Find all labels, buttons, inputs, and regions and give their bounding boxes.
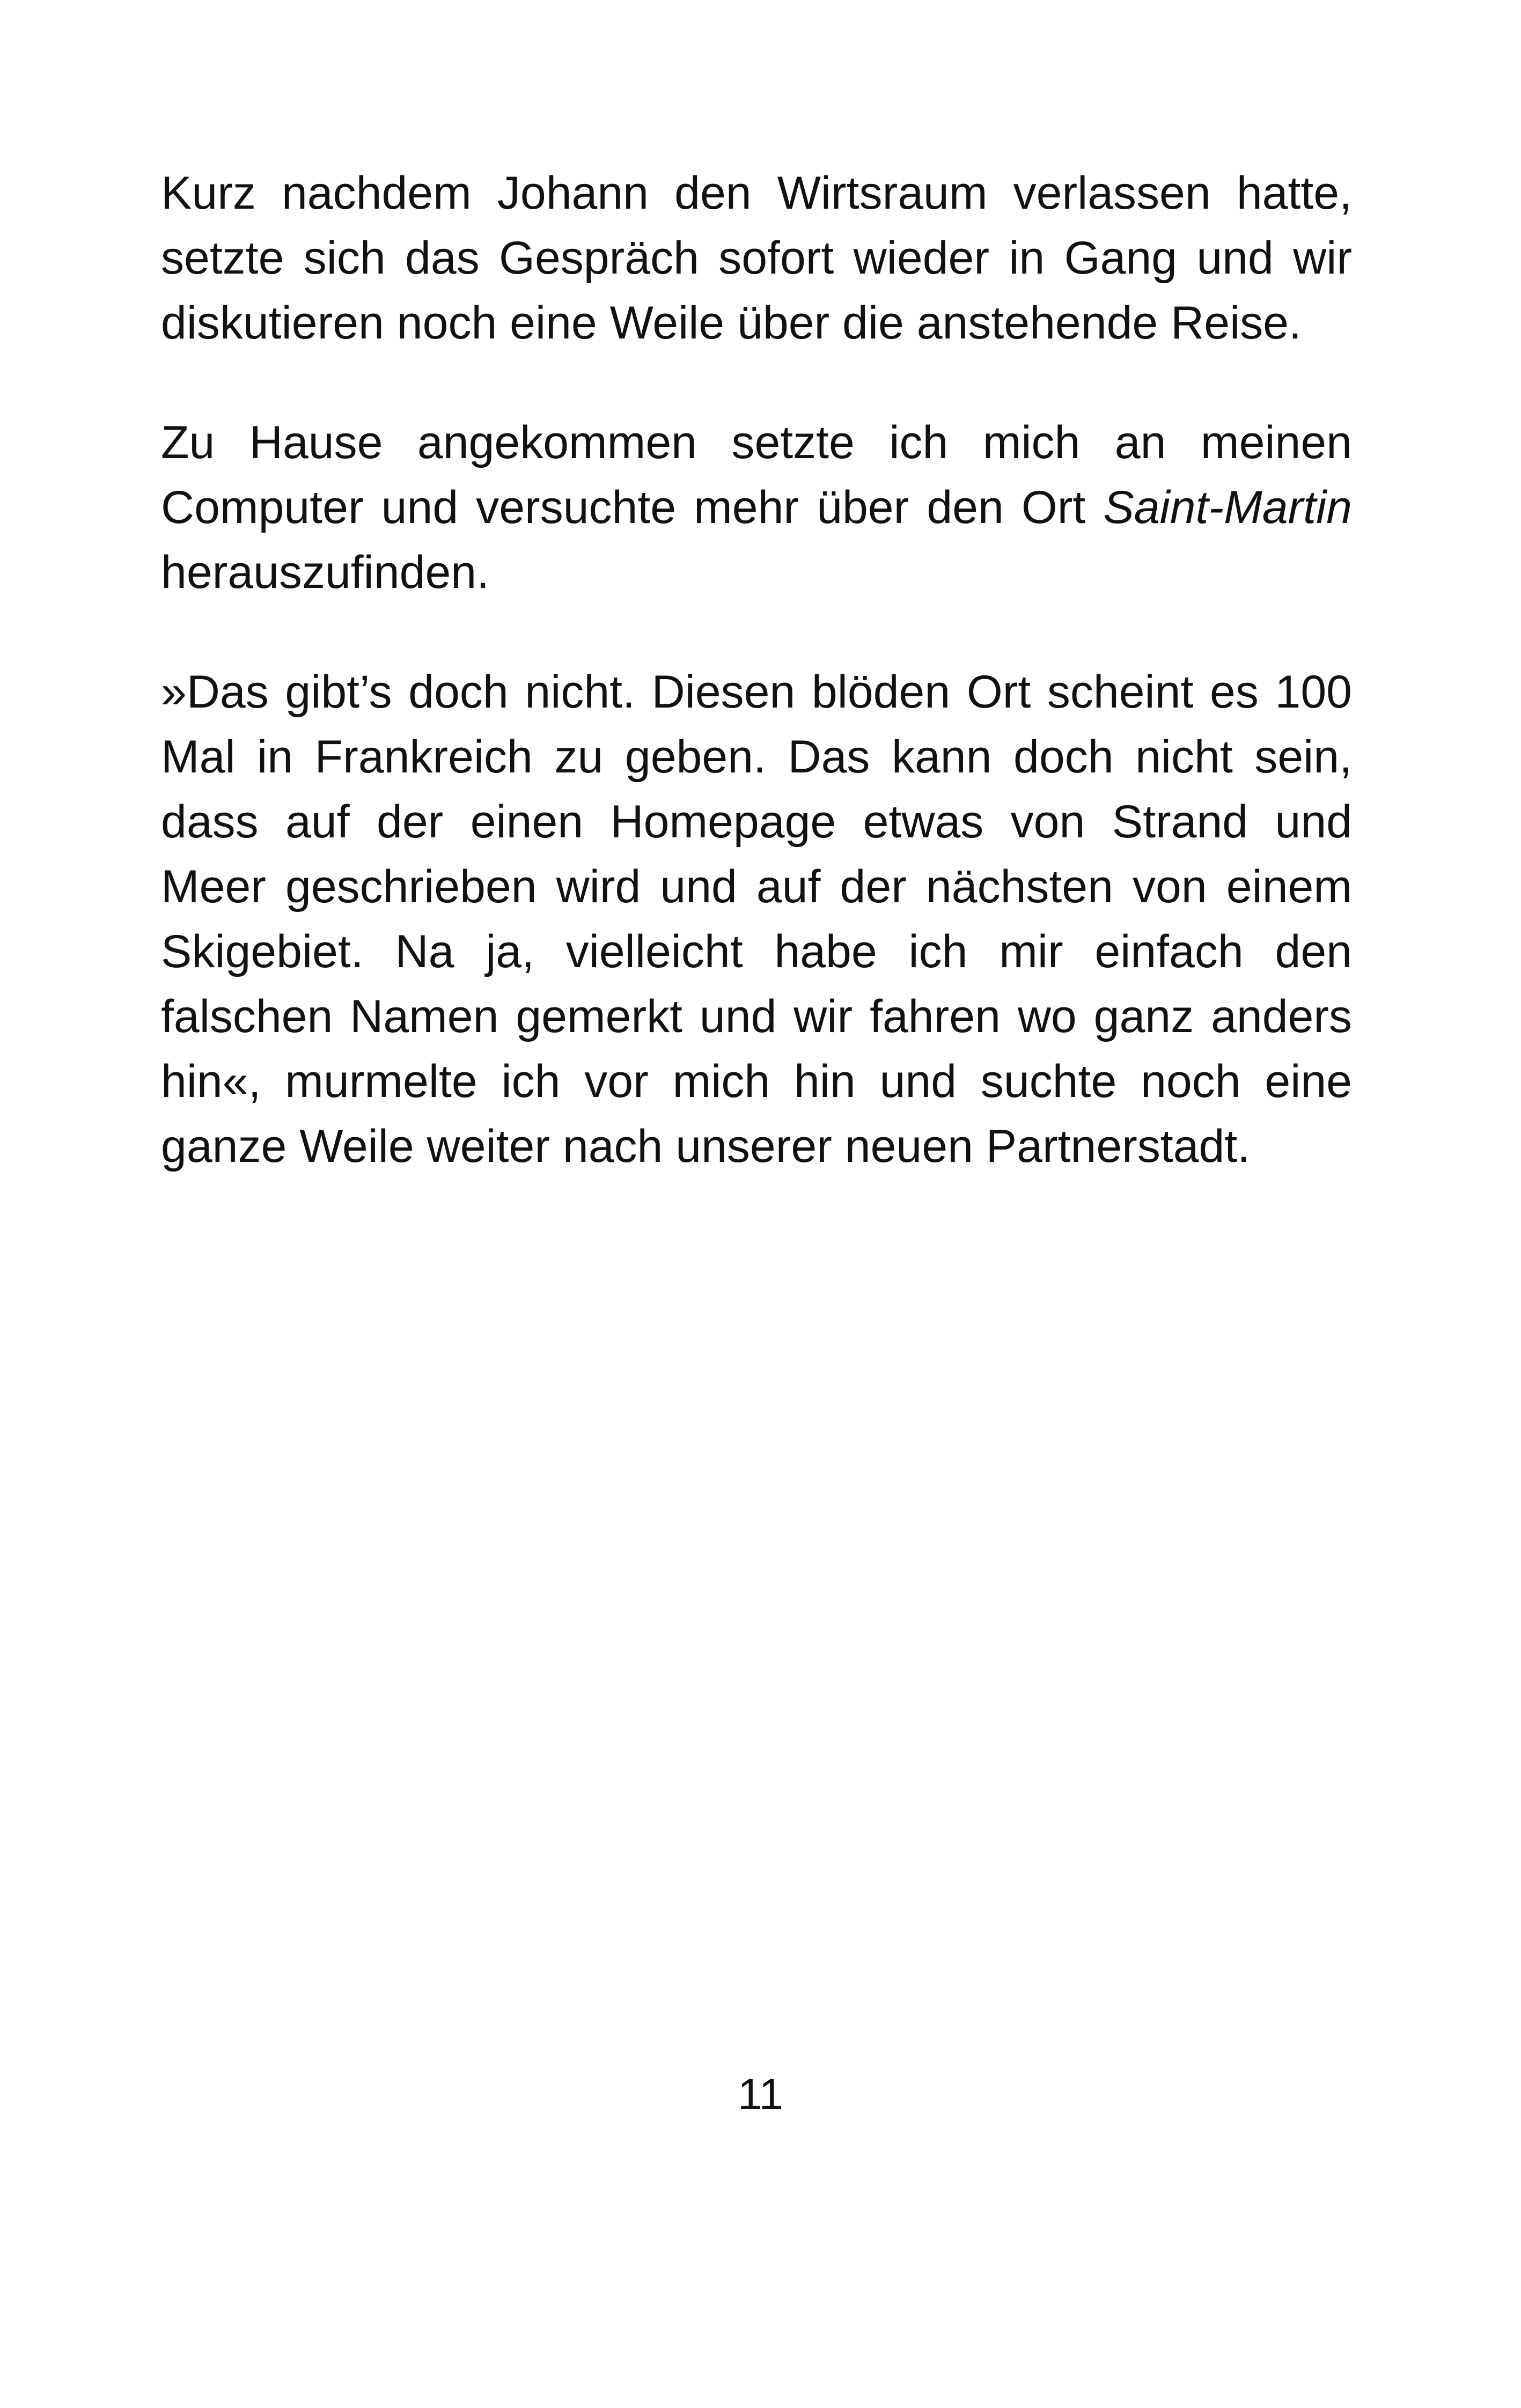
paragraph-3 xyxy=(161,660,1352,1179)
paragraph-2-text-after: herauszufinden. xyxy=(161,547,489,598)
paragraph-2-text-before: Zu Hause angekommen setzte ich mich an meinen Computer und versuchte mehr über den Ort xyxy=(161,417,1352,533)
page-number: 11 xyxy=(737,2070,784,2119)
paragraph-1 xyxy=(161,161,1352,356)
paragraph-3-text: »Das gibt’s doch nicht. Diesen blöden Ort scheint es 100 Mal in Frankreich zu geben. Das kann doch nicht sein, dass auf der einen Homepage etwas von Strand und Meer geschrieben wird und auf der nächsten von einem Skigebiet. Na ja, vielleicht habe ich mir einfach den falschen Namen gemerkt und wir fahren wo ganz anders hin«, murmelte ich vor mich hin und suchte noch eine ganze Weile weiter nach unserer neuen Partnerstadt. xyxy=(161,666,1352,1172)
page-body xyxy=(161,161,1352,1234)
paragraph-2-place-name: Saint-Martin xyxy=(1103,482,1352,533)
paragraph-2 xyxy=(161,410,1352,605)
paragraph-1-text: Kurz nachdem Johann den Wirtsraum verlassen hatte, setzte sich das Gespräch sofort wieder in Gang und wir diskutieren noch eine Weile über die anstehende Reise. xyxy=(161,167,1352,349)
